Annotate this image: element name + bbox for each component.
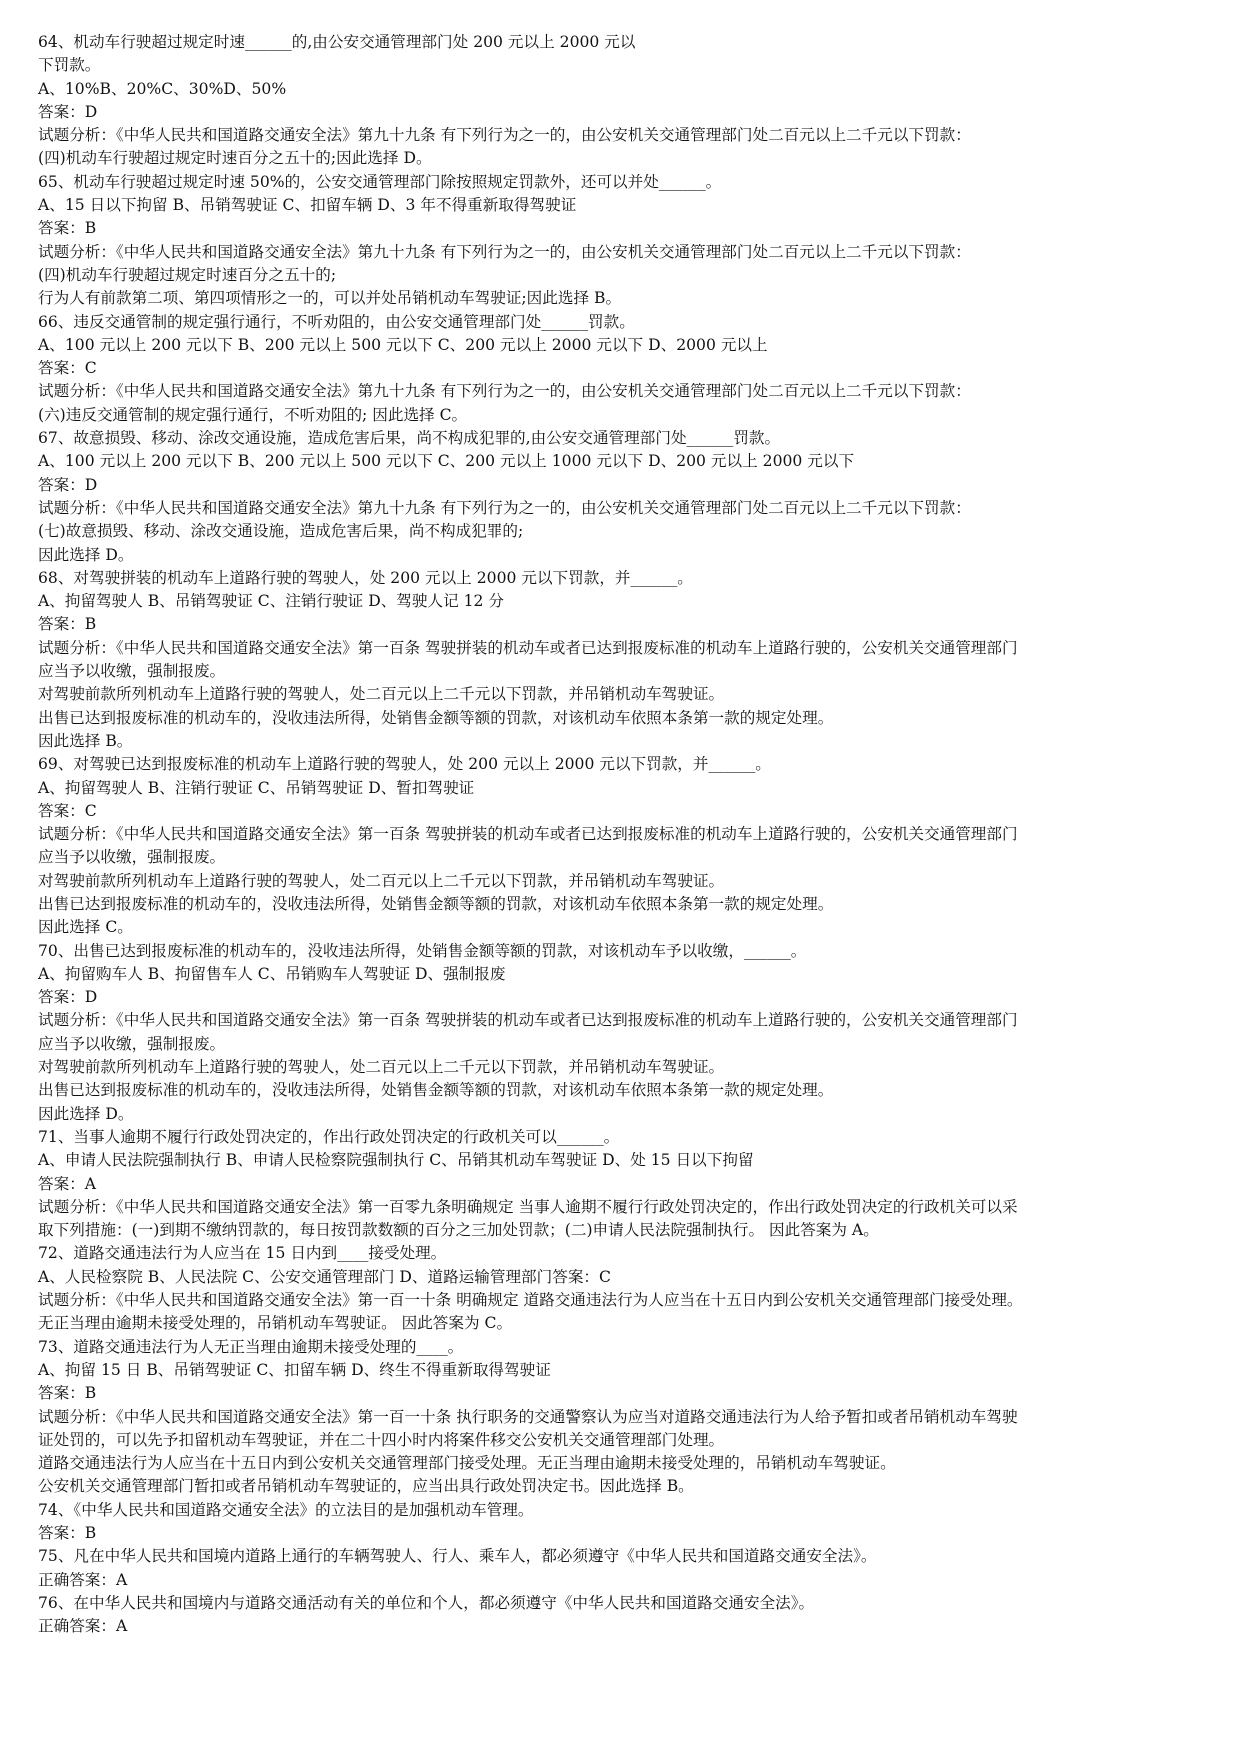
text-line: (四)机动车行驶超过规定时速百分之五十的; [38,265,337,284]
text-line: A、人民检察院 B、人民法院 C、公安交通管理部门 D、道路运输管理部门答案：C [38,1267,611,1286]
text-line: 答案：A [38,1174,97,1193]
text-line: 答案：C [38,359,97,378]
text-line: 试题分析：《中华人民共和国道路交通安全法》第一百一十条 执行职务的交通警察认为应当对道路交通违法行为人给予暂扣或者吊销机动车驾驶 [38,1407,1018,1426]
text-line: 答案：B [38,1384,97,1403]
text-line: 67、故意损毁、移动、涂改交通设施，造成危害后果，尚不构成犯罪的,由公安交通管理部门处______罚款。 [38,429,781,448]
text-line: 应当予以收缴，强制报废。 [38,1034,226,1053]
text-line: 因此选择 D。 [38,1104,134,1123]
text-line: 取下列措施：(一)到期不缴纳罚款的，每日按罚款数额的百分之三加处罚款；(二)申请人民法院强制执行。 因此答案为 A。 [38,1221,879,1240]
text-line: 试题分析：《中华人民共和国道路交通安全法》第一百条 驾驶拼装的机动车或者已达到报废标准的机动车上道路行驶的，公安机关交通管理部门 [38,1011,1018,1030]
text-line: 无正当理由逾期未接受处理的，吊销机动车驾驶证。 因此答案为 C。 [38,1314,513,1333]
text-line: A、申请人民法院强制执行 B、申请人民检察院强制执行 C、吊销其机动车驾驶证 D、处 15 日以下拘留 [38,1151,754,1170]
text-line: 试题分析：《中华人民共和国道路交通安全法》第一百一十条 明确规定 道路交通违法行为人应当在十五日内到公安机关交通管理部门接受处理。 [38,1291,1023,1310]
text-line: 出售已达到报废标准的机动车的，没收违法所得，处销售金额等额的罚款，对该机动车依照本条第一款的规定处理。 [38,708,834,727]
text-line: (七)故意损毁、移动、涂改交通设施，造成危害后果，尚不构成犯罪的; [38,522,524,541]
text-line: 答案：B [38,219,97,238]
text-line: A、拘留驾驶人 B、注销行驶证 C、吊销驾驶证 D、暂扣驾驶证 [38,778,475,797]
text-line: 74、《中华人民共和国道路交通安全法》的立法目的是加强机动车管理。 [38,1500,534,1519]
text-line: A、100 元以上 200 元以下 B、200 元以上 500 元以下 C、200 元以上 1000 元以下 D、200 元以上 2000 元以下 [38,452,855,471]
text-line: 对驾驶前款所列机动车上道路行驶的驾驶人，处二百元以上二千元以下罚款，并吊销机动车驾驶证。 [38,685,725,704]
text-line: (六)违反交通管制的规定强行通行，不听劝阻的; 因此选择 C。 [38,405,468,424]
text-line: 70、出售已达到报废标准的机动车的，没收违法所得，处销售金额等额的罚款，对该机动车予以收缴，______。 [38,941,807,960]
text-line: 71、当事人逾期不履行行政处罚决定的，作出行政处罚决定的行政机关可以______。 [38,1127,620,1146]
text-line: 正确答案：A [38,1570,128,1589]
document-body [38,31,1207,1638]
text-line: 答案：D [38,475,98,494]
text-line: 68、对驾驶拼装的机动车上道路行驶的驾驶人，处 200 元以上 2000 元以下罚款，并______。 [38,568,693,587]
text-line: 69、对驾驶已达到报废标准的机动车上道路行驶的驾驶人，处 200 元以上 2000 元以下罚款，并______。 [38,755,771,774]
text-line: 试题分析：《中华人民共和国道路交通安全法》第一百条 驾驶拼装的机动车或者已达到报废标准的机动车上道路行驶的，公安机关交通管理部门 [38,638,1018,657]
text-line: 道路交通违法行为人应当在十五日内到公安机关交通管理部门接受处理。无正当理由逾期未接受处理的，吊销机动车驾驶证。 [38,1454,896,1473]
text-line: A、10%B、20%C、30%D、50% [38,79,287,98]
text-line: 试题分析：《中华人民共和国道路交通安全法》第九十九条 有下列行为之一的，由公安机关交通管理部门处二百元以上二千元以下罚款： [38,126,971,145]
text-line: 76、在中华人民共和国境内与道路交通活动有关的单位和个人，都必须遵守《中华人民共和国道路交通安全法》。 [38,1593,815,1612]
text-line: 75、凡在中华人民共和国境内道路上通行的车辆驾驶人、行人、乘车人，都必须遵守《中华人民共和国道路交通安全法》。 [38,1547,877,1566]
text-line: 因此选择 B。 [38,731,133,750]
text-line: 65、机动车行驶超过规定时速 50%的，公安交通管理部门除按照规定罚款外，还可以并处______。 [38,172,722,191]
text-line: 答案：C [38,801,97,820]
text-line: 答案：B [38,1524,97,1542]
text-line: A、15 日以下拘留 B、吊销驾驶证 C、扣留车辆 D、3 年不得重新取得驾驶证 [38,196,577,215]
text-line: 因此选择 C。 [38,918,133,937]
text-line: 出售已达到报废标准的机动车的，没收违法所得，处销售金额等额的罚款，对该机动车依照本条第一款的规定处理。 [38,894,834,913]
text-line: 因此选择 D。 [38,545,134,564]
text-line: A、拘留 15 日 B、吊销驾驶证 C、扣留车辆 D、终生不得重新取得驾驶证 [38,1360,551,1379]
text-line: 64、机动车行驶超过规定时速______的,由公安交通管理部门处 200 元以上 2000 元以 [38,33,636,51]
text-line: 行为人有前款第二项、第四项情形之一的，可以并处吊销机动车驾驶证;因此选择 B。 [38,289,622,308]
text-line: 下罚款。 [38,56,101,75]
text-line: 应当予以收缴，强制报废。 [38,662,226,681]
text-line: 66、违反交通管制的规定强行通行，不听劝阻的，由公安交通管理部门处______罚款。 [38,312,635,331]
text-line: 出售已达到报废标准的机动车的，没收违法所得，处销售金额等额的罚款，对该机动车依照本条第一款的规定处理。 [38,1081,834,1100]
text-line: 试题分析：《中华人民共和国道路交通安全法》第九十九条 有下列行为之一的，由公安机关交通管理部门处二百元以上二千元以下罚款： [38,498,971,517]
text-line: 试题分析：《中华人民共和国道路交通安全法》第一百零九条明确规定 当事人逾期不履行行政处罚决定的，作出行政处罚决定的行政机关可以采 [38,1197,1018,1216]
text-line: 试题分析：《中华人民共和国道路交通安全法》第九十九条 有下列行为之一的，由公安机关交通管理部门处二百元以上二千元以下罚款： [38,382,971,401]
text-line: 72、道路交通违法行为人应当在 15 日内到____接受处理。 [38,1244,447,1263]
text-line: 答案：B [38,615,97,634]
text-line: 公安机关交通管理部门暂扣或者吊销机动车驾驶证的，应当出具行政处罚决定书。因此选择 B。 [38,1477,694,1496]
text-line: 试题分析：《中华人民共和国道路交通安全法》第一百条 驾驶拼装的机动车或者已达到报废标准的机动车上道路行驶的，公安机关交通管理部门 [38,825,1018,844]
text-line: 对驾驶前款所列机动车上道路行驶的驾驶人，处二百元以上二千元以下罚款，并吊销机动车驾驶证。 [38,871,725,890]
text-line: 对驾驶前款所列机动车上道路行驶的驾驶人，处二百元以上二千元以下罚款，并吊销机动车驾驶证。 [38,1058,725,1077]
text-line: 73、道路交通违法行为人无正当理由逾期未接受处理的____。 [38,1337,464,1356]
text-line: 应当予以收缴，强制报废。 [38,848,226,867]
text-line: A、拘留驾驶人 B、吊销驾驶证 C、注销行驶证 D、驾驶人记 12 分 [38,592,505,611]
text-line: A、100 元以上 200 元以下 B、200 元以上 500 元以下 C、200 元以上 2000 元以下 D、2000 元以上 [38,335,768,354]
text-line: 正确答案：A [38,1617,128,1636]
text-line: 答案：D [38,988,98,1007]
text-line: 证处罚的，可以先予扣留机动车驾驶证，并在二十四小时内将案件移交公安机关交通管理部门处理。 [38,1430,725,1449]
text-line: A、拘留购车人 B、拘留售车人 C、吊销购车人驾驶证 D、强制报废 [38,964,506,983]
text-line: 试题分析：《中华人民共和国道路交通安全法》第九十九条 有下列行为之一的，由公安机关交通管理部门处二百元以上二千元以下罚款： [38,242,971,261]
text-line: (四)机动车行驶超过规定时速百分之五十的;因此选择 D。 [38,149,432,168]
text-line: 答案：D [38,102,98,121]
